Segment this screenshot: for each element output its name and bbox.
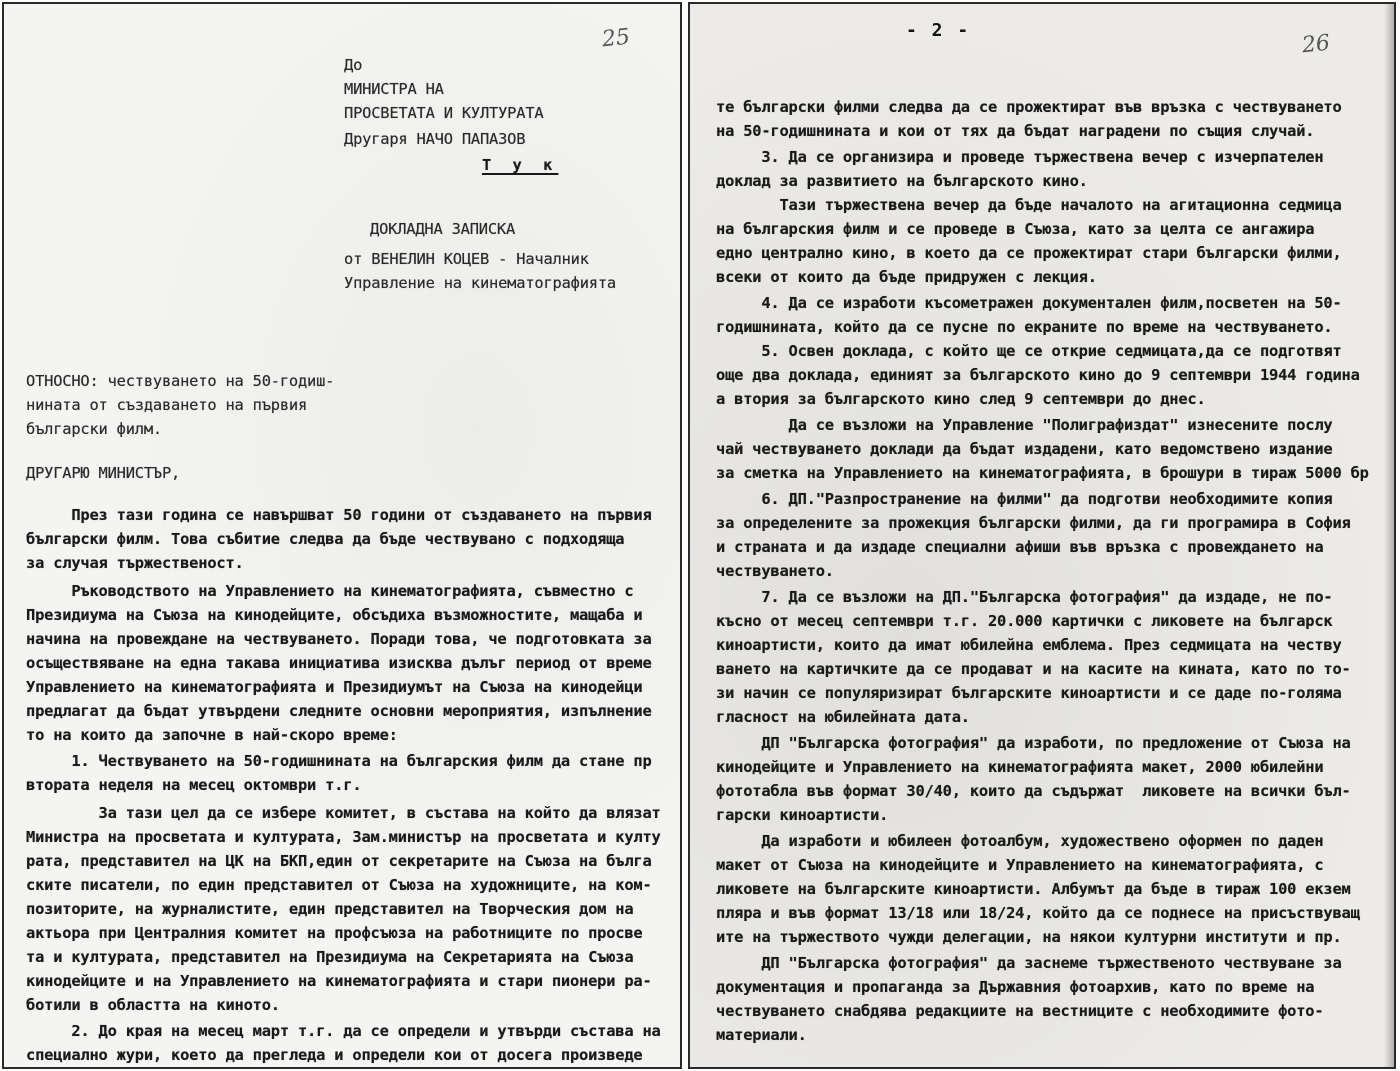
body-line: втората неделя на месец октомври т.г. [26,776,362,794]
document-page-right [688,2,1396,1069]
body-line: кинодейците и на Управлението на кинематографията и стари пионери ра- [26,972,652,990]
body-line: те български филми следва да се прожектират във връзка с чествуването [716,98,1342,116]
page-edge-shadow [1384,4,1394,1067]
body-line: още два доклада, единият за българското кино до 9 септември 1944 година [716,366,1360,384]
address-line: ПРОСВЕТАТА И КУЛТУРАТА [344,104,544,122]
body-line: Управлението на кинематографията и Президиумът на Съюза на кинодейци [26,678,643,696]
body-line: та и културата, представител на Президиума на Секретарията на Съюза [26,948,634,966]
body-line: Министра на просветата и културата, Зам.министър на просветата и култу [26,828,661,846]
body-line: киноартисти, които да имат юбилейна емблема. През седмицата на честву [716,636,1342,654]
body-line: чествуването. [716,562,834,580]
address-line: До [344,56,363,74]
body-line: позиторите, на журналистите, един представител на Творческия дом на [26,900,634,918]
body-line: материали. [716,1026,807,1044]
body-line: а втория за българското кино след 9 септември до днес. [716,390,1206,408]
body-line: предлагат да бъдат утвърдени следните основни мероприятия, изпълнение [26,702,652,720]
body-line: специално жури, което да прегледа и определи кои от досега произведе [26,1046,643,1064]
body-line: пляра и във формат 13/18 или 18/24, който да се поднесе на присъствуващ [716,904,1360,922]
body-line: 2. До края на месец март т.г. да се определи и утвърди състава на [26,1022,661,1040]
body-line: начина на провеждане на чествуването. Поради това, че подготовката за [26,630,652,648]
body-line: за случая тържественост. [26,554,244,572]
handwritten-page-number: 25 [600,24,632,53]
body-line: 3. Да се организира и проведе тържествена вечер с изчерпателен [716,148,1324,166]
body-line: 5. Освен доклада, с който ще се открие седмицата,да се подготвят [716,342,1342,360]
body-line: доклад за развитието на българското кино. [716,172,1088,190]
body-line: годишнината, който да се пусне по екраните по време на чествуването. [716,318,1333,336]
body-line: на 50-годишнината и кои от тях да бъдат наградени по същия случай. [716,122,1315,140]
body-line: рата, представител на ЦК на БКП,един от секретарите на Съюза на бълга [26,852,652,870]
body-line: гарски киноартисти. [716,806,889,824]
body-line: едно централно кино, в което да се прожектират стари български филми, [716,244,1342,262]
body-line: ликовете на българските киноартисти. Албумът да бъде в тираж 100 екзем [716,880,1351,898]
body-line: ите на тържеството чужди делегации, на някои културни институти и пр. [716,928,1342,946]
body-line: Тази тържествена вечер да бъде началото на агитационна седмица [716,196,1342,214]
body-line: 4. Да се изработи късометражен документален филм,посветен на 50- [716,294,1342,312]
handwritten-page-number: 26 [1300,30,1332,59]
from-line: Управление на кинематографията [344,274,616,292]
body-line: кинодейците и Управлението на кинематографията макет, 2000 юбилейни [716,758,1324,776]
body-line: късно от месец септември т.г. 20.000 картички с ликовете на българск [716,612,1333,630]
body-line: фототабла във формат 30/40, които да съдържат ликовете на всички бъл- [716,782,1351,800]
body-line: и страната и да издаде специални афиши във връзка с провеждането на [716,538,1324,556]
body-line: През тази година се навършват 50 години от създаването на първия [26,506,652,524]
greeting: ДРУГАРЮ МИНИСТЪР, [26,464,181,482]
body-line: 7. Да се възложи на ДП."Българска фотография" да издаде, не по- [716,588,1333,606]
body-line: Да изработи и юбилеен фотоалбум, художествено оформен по даден [716,832,1324,850]
body-line: български филм. Това събитие следва да бъде чествувано с подходяща [26,530,625,548]
document-page-left [2,2,682,1069]
body-line: За тази цел да се избере комитет, в състава на който да влязат [26,804,661,822]
body-line: 1. Чествуването на 50-годишнината на българския филм да стане пр [26,752,652,770]
body-line: Ръководството на Управлението на кинематографията, съвместно с [26,582,634,600]
body-line: чай чествуването доклади да бъдат издадени, като ведомствено издание [716,440,1333,458]
body-line: 6. ДП."Разпространение на филми" да подготви необходимите копия [716,490,1333,508]
body-line: актьора при Централния комитет на профсъюза на работниците по просве [26,924,643,942]
body-line: чествуването снабдява редакциите на вестниците с необходимите фото- [716,1002,1324,1020]
body-line: ДП "Българска фотография" да заснеме тържественото чествуване за [716,954,1342,972]
subject-line: български филм. [26,420,162,438]
body-line: Да се възложи на Управление "Полиграфиздат" изнесените послу [716,416,1333,434]
body-line: ските писатели, по един представител от Съюза на художниците, на ком- [26,876,652,894]
from-line: от ВЕНЕЛИН КОЦЕВ - Началник [344,250,589,268]
body-line: на българския филм и се проведе в Съюза, като за целта се ангажира [716,220,1315,238]
body-line: макет от Съюза на кинодейците и Управлението на кинематографията, с [716,856,1324,874]
body-line: зи начин се популяризират българските киноартисти и се даде по-голяма [716,684,1342,702]
subject-line: нината от създаването на първия [26,396,308,414]
body-line: гласност на юбилейната дата. [716,708,970,726]
body-line: ДП "Българска фотография" да изработи, по предложение от Съюза на [716,734,1351,752]
subject-line: ОТНОСНО: чествуването на 50-годиш- [26,372,335,390]
body-line: за сметка на Управлението на кинематографията, в брошури в тираж 5000 бр [716,464,1369,482]
body-line: за определените за прожекция български филми, да ги програмира в София [716,514,1351,532]
body-line: Президиума на Съюза на кинодейците, обсъдиха възможностите, мащаба и [26,606,643,624]
address-line: МИНИСТРА НА [344,80,444,98]
page-number: - 2 - [906,20,971,41]
body-line: документация и пропаганда за Държавния фотоархив, като по време на [716,978,1315,996]
address-line: Другаря НАЧО ПАПАЗОВ [344,130,526,148]
body-line: ването на картичките да се продават и на касите на кината, като по то- [716,660,1351,678]
body-line: осъществяване на една такава инициатива изисква дълъг период от време [26,654,652,672]
body-line: ботили в областта на киното. [26,996,280,1014]
document-title: ДОКЛАДНА ЗАПИСКА [370,220,516,238]
body-line: то на които да започне в най-скоро време: [26,726,398,744]
body-line: всеки от които да бъде придружен с лекция. [716,268,1097,286]
address-here: Т у к [482,156,559,174]
